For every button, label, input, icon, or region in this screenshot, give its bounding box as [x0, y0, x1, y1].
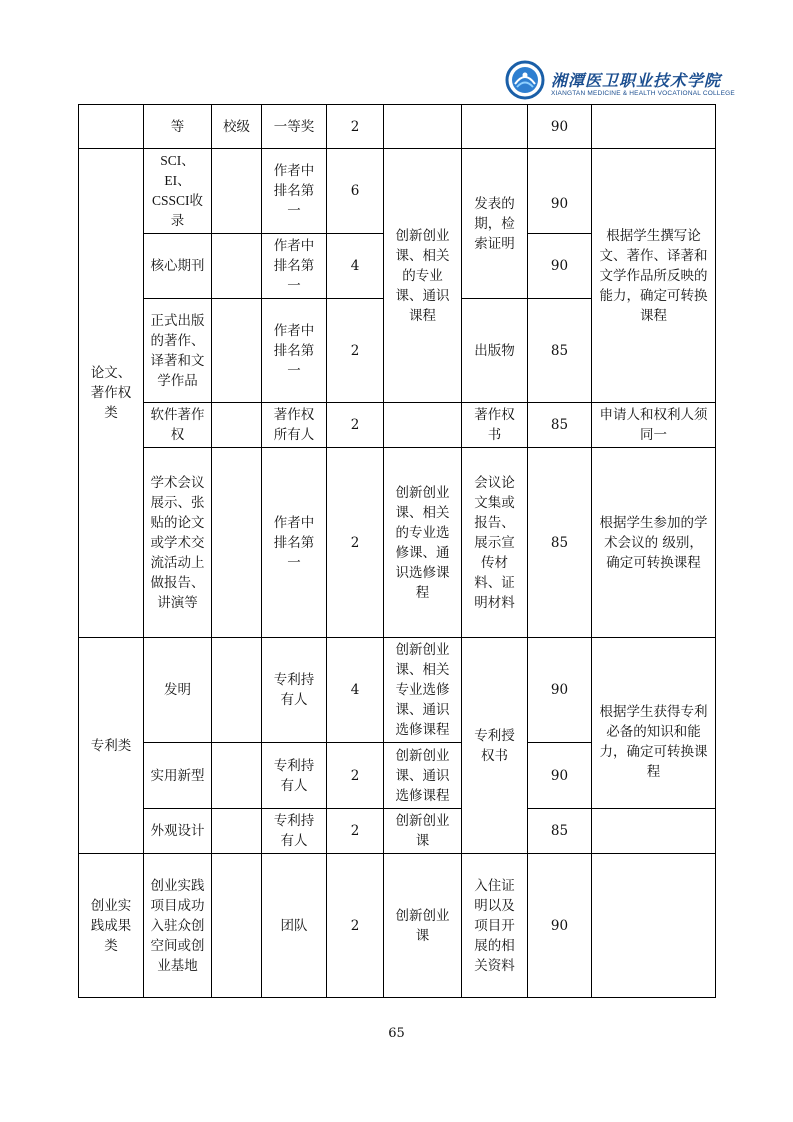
- course-cell: 创新创业课、相关的专业选修课、通识选修课程: [384, 448, 462, 638]
- score-cell: 90: [528, 638, 592, 743]
- score-cell: 85: [528, 403, 592, 448]
- table-row: [79, 448, 716, 638]
- proof-cell: 著作权书: [462, 403, 528, 448]
- score-cell: 90: [528, 743, 592, 809]
- proof-cell: 入住证明以及项目开展的相关资料: [462, 854, 528, 998]
- score-cell: 90: [528, 234, 592, 299]
- item-cell: 软件著作权: [144, 403, 212, 448]
- condition-cell: 一等奖: [262, 105, 327, 149]
- condition-cell: 著作权所有人: [262, 403, 327, 448]
- condition-cell: 作者中排名第一: [262, 234, 327, 299]
- condition-cell: 专利持有人: [262, 743, 327, 809]
- table-row: [79, 638, 716, 743]
- remark-cell: 申请人和权利人须同一: [592, 403, 716, 448]
- course-cell: 创新创业课: [384, 809, 462, 854]
- course-cell: 创新创业课、通识选修课程: [384, 743, 462, 809]
- score-cell: 90: [528, 149, 592, 234]
- level-cell: [212, 403, 262, 448]
- item-cell: 核心期刊: [144, 234, 212, 299]
- credit-cell: 4: [327, 638, 384, 743]
- course-cell: 创新创业课: [384, 854, 462, 998]
- level-cell: 校级: [212, 105, 262, 149]
- remark-cell: 根据学生获得专利必备的知识和能力，确定可转换课程: [592, 638, 716, 809]
- level-cell: [212, 854, 262, 998]
- credit-conversion-table: [78, 104, 716, 998]
- score-cell: 85: [528, 809, 592, 854]
- page-number: 65: [388, 1026, 405, 1041]
- level-cell: [212, 809, 262, 854]
- level-cell: [212, 743, 262, 809]
- remark-cell: 根据学生撰写论文、著作、译著和文学作品所反映的能力，确定可转换课程: [592, 149, 716, 403]
- proof-cell: 发表的期，检索证明: [462, 149, 528, 299]
- item-cell: 等: [144, 105, 212, 149]
- credit-cell: 6: [327, 149, 384, 234]
- level-cell: [212, 448, 262, 638]
- item-cell: 创业实践项目成功入驻众创空间或创业基地: [144, 854, 212, 998]
- score-cell: 85: [528, 448, 592, 638]
- credit-cell: 2: [327, 809, 384, 854]
- item-cell: 实用新型: [144, 743, 212, 809]
- credit-cell: 2: [327, 403, 384, 448]
- remark-cell: 根据学生参加的学术会议的 级别，确定可转换课程: [592, 448, 716, 638]
- proof-cell: 会议论文集或报告、展示宣传材料、证明材料: [462, 448, 528, 638]
- level-cell: [212, 299, 262, 403]
- item-cell: 发明: [144, 638, 212, 743]
- category-cell: 论文、著作权类: [79, 149, 144, 638]
- table-row: [79, 854, 716, 998]
- level-cell: [212, 638, 262, 743]
- proof-cell: 专利授权书: [462, 638, 528, 854]
- logo-text-cn: 湘潭医卫职业技术学院: [551, 71, 722, 90]
- condition-cell: 作者中排名第一: [262, 448, 327, 638]
- credit-cell: 2: [327, 299, 384, 403]
- credit-cell: 2: [327, 448, 384, 638]
- logo-text-en: XIANGTAN MEDICINE & HEALTH VOCATIONAL COLLEGE: [551, 90, 735, 97]
- condition-cell: 专利持有人: [262, 809, 327, 854]
- course-cell: 创新创业课、相关的专业课、通识课程: [384, 149, 462, 403]
- condition-cell: 团队: [262, 854, 327, 998]
- category-cell: 专利类: [79, 638, 144, 854]
- remark-cell: [592, 854, 716, 998]
- credit-cell: 2: [327, 105, 384, 149]
- condition-cell: 专利持有人: [262, 638, 327, 743]
- table-row: [79, 403, 716, 448]
- item-cell: 外观设计: [144, 809, 212, 854]
- credit-cell: 2: [327, 743, 384, 809]
- proof-cell: 出版物: [462, 299, 528, 403]
- condition-cell: 作者中排名第一: [262, 149, 327, 234]
- course-cell: [384, 105, 462, 149]
- condition-cell: 作者中排名第一: [262, 299, 327, 403]
- table-row: [79, 105, 716, 149]
- credit-cell: 2: [327, 854, 384, 998]
- remark-cell: [592, 105, 716, 149]
- table-row: [79, 809, 716, 854]
- category-cell: 创业实践成果类: [79, 854, 144, 998]
- item-cell: 学术会议展示、张贴的论文或学术交流活动上做报告、讲演等: [144, 448, 212, 638]
- table-row: [79, 149, 716, 234]
- item-cell: SCI、EI、CSSCI收录: [144, 149, 212, 234]
- score-cell: 90: [528, 105, 592, 149]
- level-cell: [212, 149, 262, 234]
- proof-cell: [462, 105, 528, 149]
- item-cell: 正式出版的著作、译著和文学作品: [144, 299, 212, 403]
- college-emblem-icon: [505, 60, 545, 100]
- category-cell: [79, 105, 144, 149]
- score-cell: 85: [528, 299, 592, 403]
- level-cell: [212, 234, 262, 299]
- score-cell: 90: [528, 854, 592, 998]
- course-cell: [384, 403, 462, 448]
- credit-cell: 4: [327, 234, 384, 299]
- course-cell: 创新创业课、相关专业选修课、通识选修课程: [384, 638, 462, 743]
- remark-cell: [592, 809, 716, 854]
